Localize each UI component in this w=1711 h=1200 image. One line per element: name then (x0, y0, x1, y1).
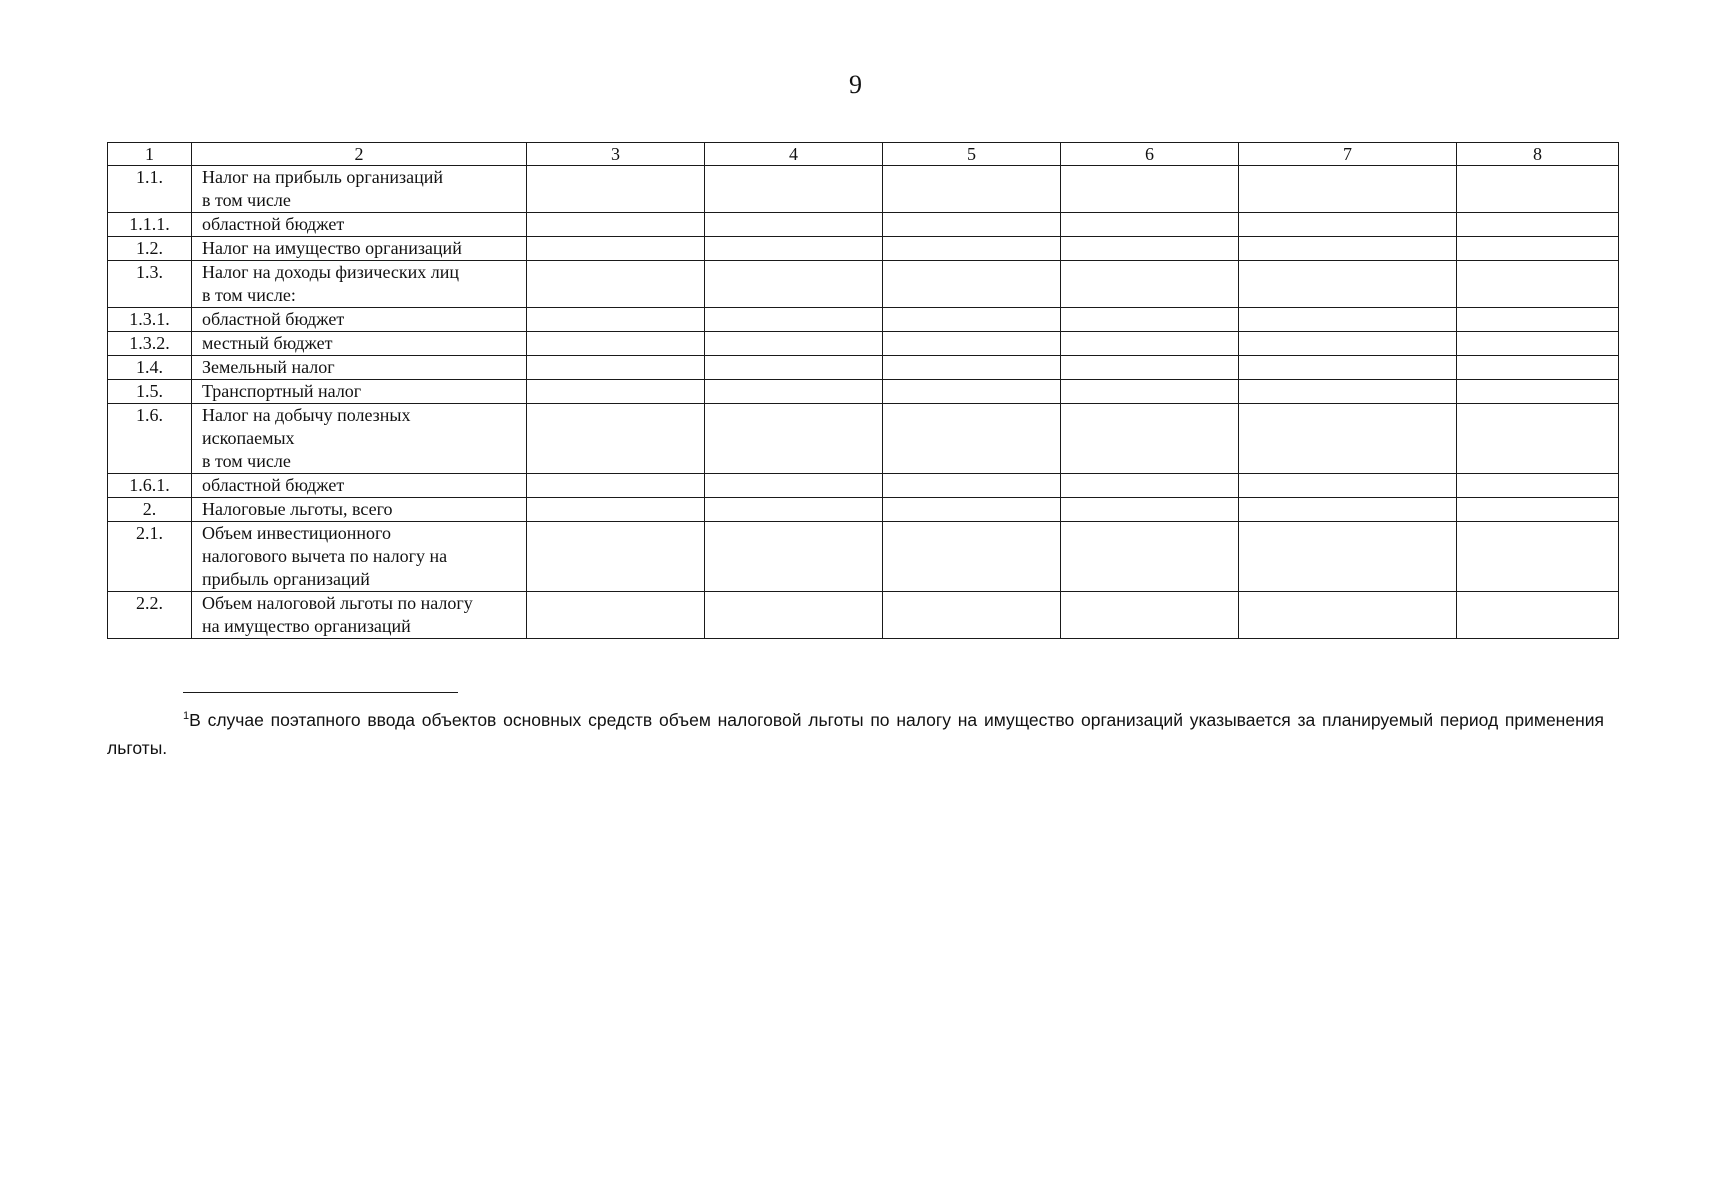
row-name-line: Транспортный налог (202, 381, 362, 401)
row-name-cell (192, 522, 527, 592)
row-name-cell (192, 332, 527, 356)
value-cell-empty (1061, 522, 1239, 592)
table-row (108, 356, 1619, 380)
row-name-line: Налог на прибыль организаций (202, 167, 443, 187)
row-name-line: ископаемых (202, 428, 295, 448)
value-cell-empty (705, 237, 883, 261)
table-row (108, 308, 1619, 332)
value-cell-empty (883, 237, 1061, 261)
value-cell-empty (1239, 261, 1457, 308)
value-cell-empty (883, 592, 1061, 639)
row-number-cell: 1.2. (108, 237, 192, 261)
value-cell-empty (883, 404, 1061, 474)
header-cell: 4 (705, 143, 883, 166)
value-cell-empty (1061, 380, 1239, 404)
value-cell-empty (1061, 592, 1239, 639)
value-cell-empty (705, 404, 883, 474)
footnote-marker: 1 (183, 710, 190, 723)
value-cell-empty (1239, 404, 1457, 474)
value-cell-empty (705, 308, 883, 332)
table-row (108, 166, 1619, 213)
value-cell-empty (1457, 261, 1619, 308)
value-cell-empty (527, 522, 705, 592)
value-cell-empty (527, 592, 705, 639)
value-cell-empty (883, 474, 1061, 498)
row-name-cell (192, 261, 527, 308)
row-number-cell: 1.3.1. (108, 308, 192, 332)
row-name-line: прибыль организаций (202, 569, 370, 589)
row-name-cell (192, 166, 527, 213)
value-cell-empty (1061, 213, 1239, 237)
value-cell-empty (1061, 332, 1239, 356)
value-cell-empty (1239, 474, 1457, 498)
value-cell-empty (1239, 308, 1457, 332)
row-name-cell (192, 404, 527, 474)
row-name-line: Земельный налог (202, 357, 335, 377)
row-number-cell: 1.5. (108, 380, 192, 404)
value-cell-empty (705, 261, 883, 308)
header-cell: 6 (1061, 143, 1239, 166)
value-cell-empty (1239, 237, 1457, 261)
table-row (108, 261, 1619, 308)
header-cell: 1 (108, 143, 192, 166)
row-number-cell: 2.2. (108, 592, 192, 639)
value-cell-empty (705, 166, 883, 213)
row-number-cell: 2.1. (108, 522, 192, 592)
value-cell-empty (883, 380, 1061, 404)
value-cell-empty (883, 356, 1061, 380)
row-name-line: Объем налоговой льготы по налогу (202, 593, 473, 613)
row-name-line: Налог на доходы физических лиц (202, 262, 460, 282)
value-cell-empty (883, 522, 1061, 592)
table-row (108, 592, 1619, 639)
value-cell-empty (705, 356, 883, 380)
value-cell-empty (527, 237, 705, 261)
value-cell-empty (705, 592, 883, 639)
row-number-cell: 1.6.1. (108, 474, 192, 498)
value-cell-empty (527, 166, 705, 213)
value-cell-empty (1457, 474, 1619, 498)
footnote-separator (183, 692, 458, 693)
row-name-cell (192, 498, 527, 522)
value-cell-empty (1457, 356, 1619, 380)
value-cell-empty (1457, 498, 1619, 522)
value-cell-empty (705, 380, 883, 404)
value-cell-empty (1061, 166, 1239, 213)
value-cell-empty (527, 356, 705, 380)
page-number: 9 (849, 70, 862, 99)
value-cell-empty (1239, 166, 1457, 213)
value-cell-empty (1239, 592, 1457, 639)
value-cell-empty (1061, 474, 1239, 498)
row-name-cell (192, 592, 527, 639)
value-cell-empty (1061, 261, 1239, 308)
value-cell-empty (883, 308, 1061, 332)
row-name-line: Налоговые льготы, всего (202, 499, 393, 519)
row-name-cell (192, 213, 527, 237)
value-cell-empty (1457, 332, 1619, 356)
row-name-cell (192, 474, 527, 498)
value-cell-empty (705, 474, 883, 498)
value-cell-empty (527, 332, 705, 356)
table-row (108, 474, 1619, 498)
value-cell-empty (527, 404, 705, 474)
footnote (107, 706, 1604, 762)
value-cell-empty (1457, 522, 1619, 592)
row-number-cell: 1.3.2. (108, 332, 192, 356)
row-name-line: областной бюджет (202, 475, 345, 495)
value-cell-empty (527, 213, 705, 237)
row-name-line: налогового вычета по налогу на (202, 546, 448, 566)
table-row (108, 522, 1619, 592)
table-row (108, 380, 1619, 404)
table-row (108, 498, 1619, 522)
value-cell-empty (705, 498, 883, 522)
value-cell-empty (1061, 404, 1239, 474)
row-number-cell: 2. (108, 498, 192, 522)
value-cell-empty (1457, 404, 1619, 474)
row-number-cell: 1.1. (108, 166, 192, 213)
value-cell-empty (1457, 237, 1619, 261)
value-cell-empty (1061, 237, 1239, 261)
value-cell-empty (1239, 380, 1457, 404)
row-number-cell: 1.1.1. (108, 213, 192, 237)
value-cell-empty (883, 498, 1061, 522)
value-cell-empty (1239, 356, 1457, 380)
value-cell-empty (527, 308, 705, 332)
row-name-line: местный бюджет (202, 333, 333, 353)
value-cell-empty (883, 213, 1061, 237)
value-cell-empty (1239, 213, 1457, 237)
value-cell-empty (883, 261, 1061, 308)
table-row (108, 332, 1619, 356)
row-name-line: областной бюджет (202, 214, 345, 234)
table-row (108, 213, 1619, 237)
row-name-line: Налог на имущество организаций (202, 238, 462, 258)
row-name-line: в том числе (202, 190, 291, 210)
value-cell-empty (1457, 166, 1619, 213)
value-cell-empty (1239, 332, 1457, 356)
row-name-line: на имущество организаций (202, 616, 411, 636)
header-cell: 7 (1239, 143, 1457, 166)
value-cell-empty (527, 261, 705, 308)
value-cell-empty (705, 522, 883, 592)
table-row (108, 237, 1619, 261)
row-number-cell: 1.6. (108, 404, 192, 474)
row-name-line: Налог на добычу полезных (202, 405, 411, 425)
value-cell-empty (1239, 522, 1457, 592)
value-cell-empty (1061, 356, 1239, 380)
row-name-cell (192, 308, 527, 332)
value-cell-empty (883, 166, 1061, 213)
value-cell-empty (1457, 592, 1619, 639)
value-cell-empty (1061, 308, 1239, 332)
header-cell: 3 (527, 143, 705, 166)
tax-form-table (107, 142, 1619, 639)
row-name-cell (192, 356, 527, 380)
value-cell-empty (527, 498, 705, 522)
value-cell-empty (527, 474, 705, 498)
row-number-cell: 1.4. (108, 356, 192, 380)
value-cell-empty (1457, 380, 1619, 404)
value-cell-empty (1239, 498, 1457, 522)
header-cell: 5 (883, 143, 1061, 166)
value-cell-empty (705, 332, 883, 356)
table-row (108, 404, 1619, 474)
value-cell-empty (1457, 308, 1619, 332)
row-name-line: Объем инвестиционного (202, 523, 391, 543)
value-cell-empty (1457, 213, 1619, 237)
row-name-cell (192, 237, 527, 261)
value-cell-empty (883, 332, 1061, 356)
value-cell-empty (1061, 498, 1239, 522)
value-cell-empty (527, 380, 705, 404)
table-header-row (108, 143, 1619, 166)
row-name-cell (192, 380, 527, 404)
row-name-line: областной бюджет (202, 309, 345, 329)
row-name-line: в том числе: (202, 285, 296, 305)
footnote-text: В случае поэтапного ввода объектов основных средств объем налоговой льготы по налогу на имущество организаций указывается за планируемый период применения льготы. (107, 710, 1604, 758)
value-cell-empty (705, 213, 883, 237)
header-cell: 2 (192, 143, 527, 166)
row-name-line: в том числе (202, 451, 291, 471)
row-number-cell: 1.3. (108, 261, 192, 308)
header-cell: 8 (1457, 143, 1619, 166)
